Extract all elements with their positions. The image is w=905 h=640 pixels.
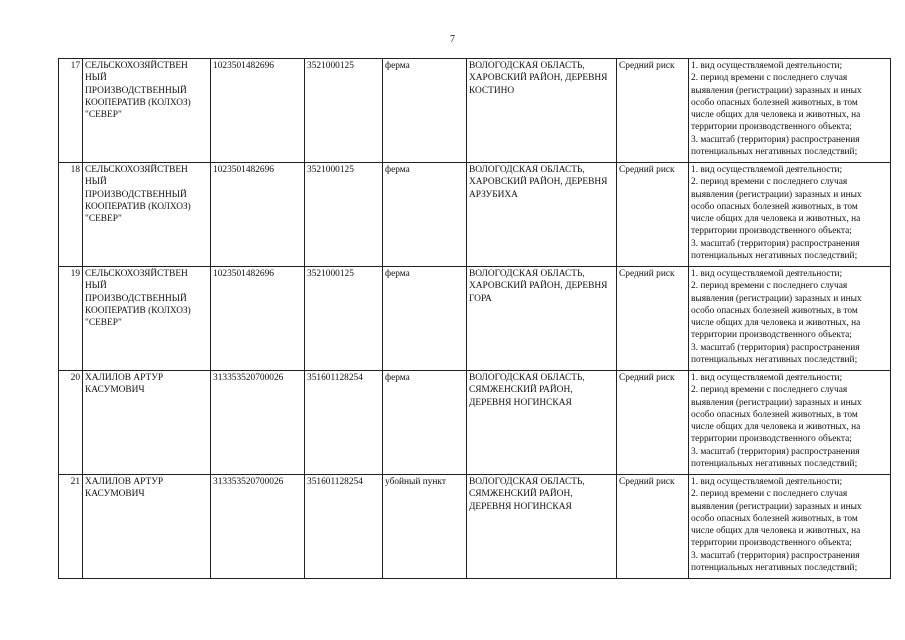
table-row	[59, 371, 891, 475]
organization-name: СЕЛЬСКОХОЗЯЙСТВЕН НЫЙ ПРОИЗВОДСТВЕННЫЙ КООПЕРАТИВ (КОЛХОЗ) "СЕВЕР"	[83, 163, 211, 267]
ogrn-cell: 1023501482696	[211, 267, 305, 371]
basis-line: выявления (регистрации) заразных и иных	[691, 189, 862, 200]
table-row	[59, 163, 891, 267]
basis-line: территории производственного объекта;	[691, 122, 852, 133]
basis-line: выявления (регистрации) заразных и иных	[691, 501, 862, 512]
address-cell: ВОЛОГОДСКАЯ ОБЛАСТЬ, ХАРОВСКИЙ РАЙОН, ДЕРЕВНЯ ГОРА	[467, 267, 617, 371]
basis-line: особо опасных болезней животных, в том	[691, 409, 858, 420]
address-cell: ВОЛОГОДСКАЯ ОБЛАСТЬ, ХАРОВСКИЙ РАЙОН, ДЕРЕВНЯ АРЗУБИХА	[467, 163, 617, 267]
basis-line: потенциальных негативных последствий;	[691, 563, 858, 574]
entrepreneur-name: ХАЛИЛОВ АРТУР КАСУМОВИЧ	[83, 371, 211, 475]
basis-line: 1. вид осуществляемой деятельности;	[691, 61, 843, 71]
object-type-cell: ферма	[383, 371, 467, 475]
registry-table	[58, 58, 891, 579]
basis-line: особо опасных болезней животных, в том	[691, 97, 858, 108]
object-type-cell: ферма	[383, 267, 467, 371]
risk-basis-cell	[689, 163, 891, 267]
table-row	[59, 59, 891, 163]
basis-line: выявления (регистрации) заразных и иных	[691, 397, 862, 408]
basis-line: территории производственного объекта;	[691, 538, 852, 549]
row-number: 19	[59, 267, 83, 371]
basis-line: числе общих для человека и животных, на	[691, 318, 861, 329]
registry-body	[59, 59, 891, 579]
risk-category-cell: Средний риск	[617, 371, 689, 475]
basis-line: 3. масштаб (территория) распространения	[691, 446, 860, 457]
risk-category-cell: Средний риск	[617, 475, 689, 579]
risk-category-cell: Средний риск	[617, 267, 689, 371]
basis-line: выявления (регистрации) заразных и иных	[691, 85, 862, 96]
basis-line: потенциальных негативных последствий;	[691, 251, 858, 262]
basis-line: особо опасных болезней животных, в том	[691, 201, 858, 212]
table-row	[59, 475, 891, 579]
entrepreneur-name: ХАЛИЛОВ АРТУР КАСУМОВИЧ	[83, 475, 211, 579]
object-type-cell: убойный пункт	[383, 475, 467, 579]
basis-line: 2. период времени с последнего случая	[691, 177, 848, 188]
basis-line: потенциальных негативных последствий;	[691, 147, 858, 158]
basis-line: 3. масштаб (территория) распространения	[691, 550, 860, 561]
address-cell: ВОЛОГОДСКАЯ ОБЛАСТЬ, СЯМЖЕНСКИЙ РАЙОН, ДЕРЕВНЯ НОГИНСКАЯ	[467, 371, 617, 475]
ogrn-cell: 1023501482696	[211, 163, 305, 267]
organization-name: СЕЛЬСКОХОЗЯЙСТВЕН НЫЙ ПРОИЗВОДСТВЕННЫЙ КООПЕРАТИВ (КОЛХОЗ) "СЕВЕР"	[83, 267, 211, 371]
basis-line: 3. масштаб (территория) распространения	[691, 134, 860, 145]
basis-line: потенциальных негативных последствий;	[691, 459, 858, 470]
ogrn-cell: 1023501482696	[211, 59, 305, 163]
ogrn-cell: 313353520700026	[211, 371, 305, 475]
address-cell: ВОЛОГОДСКАЯ ОБЛАСТЬ, СЯМЖЕНСКИЙ РАЙОН, ДЕРЕВНЯ НОГИНСКАЯ	[467, 475, 617, 579]
risk-category-cell: Средний риск	[617, 59, 689, 163]
basis-line: 2. период времени с последнего случая	[691, 489, 848, 500]
row-number: 21	[59, 475, 83, 579]
basis-line: числе общих для человека и животных, на	[691, 110, 861, 121]
inn-cell: 351601128254	[305, 475, 383, 579]
organization-name: СЕЛЬСКОХОЗЯЙСТВЕН НЫЙ ПРОИЗВОДСТВЕННЫЙ КООПЕРАТИВ (КОЛХОЗ) "СЕВЕР"	[83, 59, 211, 163]
inn-cell: 3521000125	[305, 267, 383, 371]
risk-basis-cell	[689, 371, 891, 475]
basis-line: особо опасных болезней животных, в том	[691, 305, 858, 316]
basis-line: 1. вид осуществляемой деятельности;	[691, 269, 843, 279]
risk-basis-cell	[689, 267, 891, 371]
basis-line: 1. вид осуществляемой деятельности;	[691, 373, 843, 383]
inn-cell: 3521000125	[305, 59, 383, 163]
basis-line: территории производственного объекта;	[691, 330, 852, 341]
risk-basis-cell	[689, 59, 891, 163]
basis-line: числе общих для человека и животных, на	[691, 526, 861, 537]
row-number: 20	[59, 371, 83, 475]
object-type-cell: ферма	[383, 59, 467, 163]
object-type-cell: ферма	[383, 163, 467, 267]
basis-line: числе общих для человека и животных, на	[691, 214, 861, 225]
page-number: 7	[450, 34, 455, 45]
row-number: 18	[59, 163, 83, 267]
inn-cell: 351601128254	[305, 371, 383, 475]
basis-line: особо опасных болезней животных, в том	[691, 513, 858, 524]
basis-line: потенциальных негативных последствий;	[691, 355, 858, 366]
ogrn-cell: 313353520700026	[211, 475, 305, 579]
inn-cell: 3521000125	[305, 163, 383, 267]
basis-line: 3. масштаб (территория) распространения	[691, 342, 860, 353]
basis-line: территории производственного объекта;	[691, 226, 852, 237]
basis-line: числе общих для человека и животных, на	[691, 422, 861, 433]
basis-line: 2. период времени с последнего случая	[691, 385, 848, 396]
row-number: 17	[59, 59, 83, 163]
basis-line: 1. вид осуществляемой деятельности;	[691, 165, 843, 175]
basis-line: 1. вид осуществляемой деятельности;	[691, 477, 843, 487]
table-row	[59, 267, 891, 371]
basis-line: территории производственного объекта;	[691, 434, 852, 445]
basis-line: выявления (регистрации) заразных и иных	[691, 293, 862, 304]
basis-line: 2. период времени с последнего случая	[691, 281, 848, 292]
address-cell: ВОЛОГОДСКАЯ ОБЛАСТЬ, ХАРОВСКИЙ РАЙОН, ДЕРЕВНЯ КОСТИНО	[467, 59, 617, 163]
risk-basis-cell	[689, 475, 891, 579]
risk-category-cell: Средний риск	[617, 163, 689, 267]
basis-line: 2. период времени с последнего случая	[691, 73, 848, 84]
basis-line: 3. масштаб (территория) распространения	[691, 238, 860, 249]
